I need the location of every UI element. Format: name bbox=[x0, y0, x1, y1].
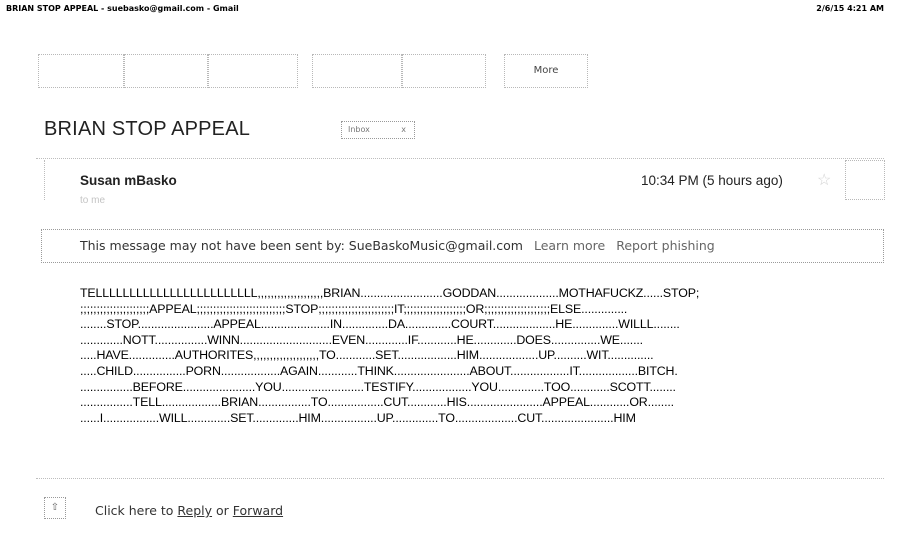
body-line: ................TELL..................BRIAN................TO.................CUT............HIS.......................APPEAL............OR........ bbox=[80, 395, 674, 410]
reply-button[interactable] bbox=[845, 160, 885, 200]
header-left-rule bbox=[44, 160, 45, 200]
report-phishing-link[interactable]: Report phishing bbox=[616, 238, 715, 253]
reply-prompt-prefix: Click here to bbox=[95, 503, 178, 518]
header-divider bbox=[36, 158, 884, 159]
learn-more-link[interactable]: Learn more bbox=[533, 238, 606, 253]
print-title: BRIAN STOP APPEAL - suebasko@gmail.com - Gmail bbox=[6, 4, 239, 13]
body-line: .....CHILD................PORN..................AGAIN............THINK.......................ABOUT..................IT..................BITCH. bbox=[80, 363, 678, 378]
toolbar-button-5[interactable] bbox=[402, 54, 486, 88]
sender-name[interactable]: Susan mBasko bbox=[80, 173, 177, 188]
more-button[interactable]: More bbox=[504, 54, 588, 88]
body-line: ;;;;;;;;;;;;;;;;;;;;;APPEAL;;;;;;;;;;;;;;;;;;;;;;;;;;;STOP;;;;;;;;;;;;;;;;;;;;;;;IT;;;;;;;;;;;;;;;;;;;OR;;;;;;;;;;;;;;;;;;;;ELSE.............. bbox=[80, 301, 628, 316]
message-timestamp: 10:34 PM (5 hours ago) bbox=[641, 173, 783, 188]
phishing-warning bbox=[41, 229, 884, 263]
print-header bbox=[6, 4, 884, 18]
toolbar-button-3[interactable] bbox=[208, 54, 298, 88]
footer-divider bbox=[36, 478, 884, 479]
remove-label-icon[interactable]: x bbox=[401, 125, 406, 134]
reply-prompt bbox=[95, 503, 283, 518]
toolbar-button-2[interactable] bbox=[124, 54, 208, 88]
body-line: .............NOTT................WINN............................EVEN.............IF............HE.............DOES...............WE....... bbox=[80, 332, 643, 347]
reply-arrow-icon[interactable]: ⇧ bbox=[44, 497, 66, 519]
warning-text: This message may not have been sent by: SueBaskoMusic@gmail.com bbox=[80, 238, 523, 253]
star-icon[interactable]: ☆ bbox=[817, 172, 832, 189]
inbox-label-text: Inbox bbox=[348, 125, 370, 134]
reply-prompt-or: or bbox=[212, 503, 233, 518]
toolbar-button-1[interactable] bbox=[38, 54, 124, 88]
recipient-line[interactable]: to me bbox=[80, 195, 106, 206]
body-line: ........STOP.......................APPEAL.....................IN..............DA..............COURT...................HE..............WILLL........ bbox=[80, 317, 680, 332]
inbox-label[interactable] bbox=[341, 121, 415, 139]
body-line: .....HAVE..............AUTHORITES,,,,,,,,,,,,,,,,,,,,TO............SET..................HIM..................UP..........WIT.............. bbox=[80, 348, 654, 363]
body-line: TELLLLLLLLLLLLLLLLLLLLLLLL,,,,,,,,,,,,,,,,,,,,BRIAN.........................GODDAN...................MOTHAFUCKZ......STOP; bbox=[80, 286, 700, 300]
message-subject: BRIAN STOP APPEAL bbox=[44, 118, 251, 140]
body-line: ......I.................WILL.............SET..............HIM.................UP..............TO...................CUT......................HIM bbox=[80, 410, 636, 425]
body-line: ................BEFORE......................YOU.........................TESTIFY..................YOU..............TOO............SCOTT........ bbox=[80, 379, 676, 394]
message-body bbox=[80, 286, 880, 426]
print-datetime: 2/6/15 4:21 AM bbox=[816, 4, 884, 13]
forward-link[interactable]: Forward bbox=[232, 503, 284, 518]
reply-link[interactable]: Reply bbox=[177, 503, 213, 518]
toolbar-button-4[interactable] bbox=[312, 54, 402, 88]
